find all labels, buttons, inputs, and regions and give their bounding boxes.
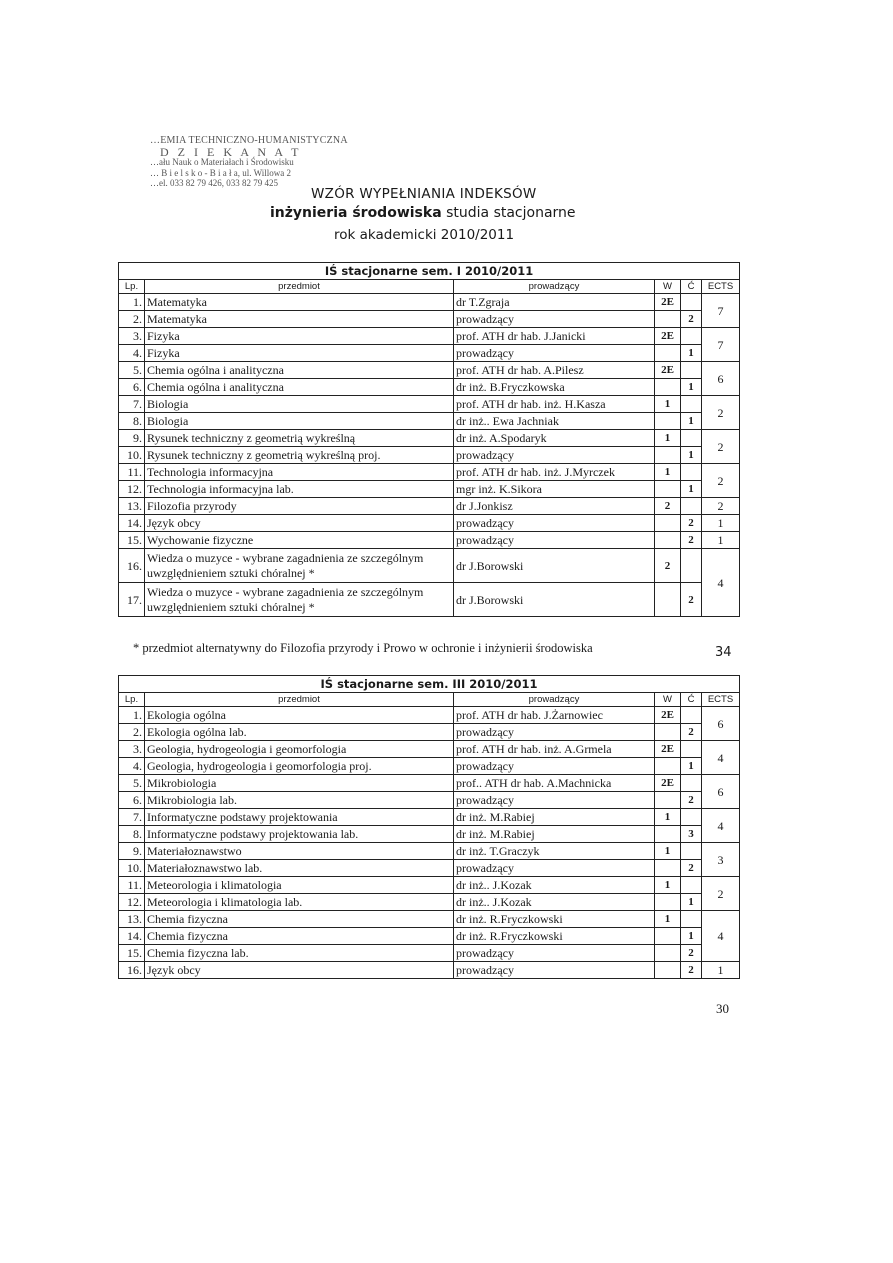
teacher-cell: prowadzący [454, 532, 655, 549]
stamp-line-dean-office: D Z I E K A N A T [160, 144, 302, 159]
lecture-hours [655, 962, 681, 979]
table-row [119, 843, 740, 860]
teacher-cell: prowadzący [454, 860, 655, 877]
subject-cell: Meteorologia i klimatologia lab. [145, 894, 454, 911]
subject-cell: Chemia fizyczna [145, 911, 454, 928]
subject-cell: Informatyczne podstawy projektowania lab. [145, 826, 454, 843]
teacher-cell: prowadzący [454, 345, 655, 362]
subject-cell: Język obcy [145, 515, 454, 532]
teacher-cell: prowadzący [454, 792, 655, 809]
stamp-line-academy: …EMIA TECHNICZNO-HUMANISTYCZNA [150, 135, 348, 146]
row-number: 17. [119, 583, 145, 617]
table-row [119, 962, 740, 979]
exercise-hours: 1 [681, 447, 702, 464]
subject-cell: Chemia fizyczna lab. [145, 945, 454, 962]
lecture-hours: 1 [655, 430, 681, 447]
exercise-hours [681, 396, 702, 413]
teacher-cell: prowadzący [454, 447, 655, 464]
lecture-hours [655, 758, 681, 775]
teacher-cell: mgr inż. K.Sikora [454, 481, 655, 498]
lecture-hours [655, 792, 681, 809]
teacher-cell: dr J.Borowski [454, 549, 655, 583]
row-number: 13. [119, 911, 145, 928]
table-row [119, 396, 740, 413]
lecture-hours [655, 413, 681, 430]
row-number: 7. [119, 809, 145, 826]
row-number: 6. [119, 379, 145, 396]
table-row [119, 532, 740, 549]
teacher-cell: dr inż.. J.Kozak [454, 877, 655, 894]
lecture-hours [655, 860, 681, 877]
subject-cell: Materiałoznawstwo lab. [145, 860, 454, 877]
row-number: 1. [119, 707, 145, 724]
subject-cell: Meteorologia i klimatologia [145, 877, 454, 894]
teacher-cell: prowadzący [454, 724, 655, 741]
subject-cell: Wychowanie fizyczne [145, 532, 454, 549]
lecture-hours [655, 945, 681, 962]
ects-total: 34 [715, 645, 732, 660]
teacher-cell: dr inż. T.Graczyk [454, 843, 655, 860]
subject-cell: Chemia ogólna i analityczna [145, 379, 454, 396]
document-subtitle [270, 205, 576, 221]
lecture-hours: 2E [655, 294, 681, 311]
subject-cell: Geologia, hydrogeologia i geomorfologia proj. [145, 758, 454, 775]
table-row [119, 945, 740, 962]
ects-cell: 6 [702, 775, 740, 809]
col-header-subject: przedmiot [145, 280, 454, 294]
lecture-hours: 1 [655, 843, 681, 860]
row-number: 2. [119, 724, 145, 741]
lecture-hours [655, 379, 681, 396]
col-header-ects: ECTS [702, 693, 740, 707]
teacher-cell: prowadzący [454, 945, 655, 962]
ects-cell: 2 [702, 498, 740, 515]
row-number: 10. [119, 860, 145, 877]
row-number: 1. [119, 294, 145, 311]
ects-cell: 4 [702, 741, 740, 775]
col-header-lectures: W [655, 280, 681, 294]
table-row [119, 877, 740, 894]
row-number: 7. [119, 396, 145, 413]
exercise-hours: 1 [681, 758, 702, 775]
row-number: 12. [119, 481, 145, 498]
teacher-cell: dr inż. B.Fryczkowska [454, 379, 655, 396]
subject-cell: Matematyka [145, 311, 454, 328]
subject-cell: Mikrobiologia [145, 775, 454, 792]
table-caption: IŚ stacjonarne sem. III 2010/2011 [119, 676, 740, 693]
lecture-hours [655, 311, 681, 328]
stamp-line-phone: …el. 033 82 79 426, 033 82 79 425 [150, 178, 278, 188]
ects-cell: 4 [702, 549, 740, 617]
ects-cell: 2 [702, 396, 740, 430]
teacher-cell: dr inż. R.Fryczkowski [454, 911, 655, 928]
row-number: 4. [119, 758, 145, 775]
table-row [119, 775, 740, 792]
row-number: 3. [119, 328, 145, 345]
table-row [119, 413, 740, 430]
subject-cell: Technologia informacyjna lab. [145, 481, 454, 498]
teacher-cell: dr T.Zgraja [454, 294, 655, 311]
table-row [119, 515, 740, 532]
lecture-hours: 1 [655, 396, 681, 413]
ects-cell: 4 [702, 911, 740, 962]
subject-cell: Biologia [145, 396, 454, 413]
exercise-hours [681, 843, 702, 860]
table-row [119, 860, 740, 877]
subject-cell: Wiedza o muzyce - wybrane zagadnienia ze szczególnym uwzględnieniem sztuki chóralnej * [145, 583, 454, 617]
semester-3-table [118, 675, 740, 979]
row-number: 14. [119, 515, 145, 532]
table-row [119, 583, 740, 617]
exercise-hours [681, 707, 702, 724]
subject-cell: Wiedza o muzyce - wybrane zagadnienia ze szczególnym uwzględnieniem sztuki chóralnej * [145, 549, 454, 583]
ects-cell: 1 [702, 532, 740, 549]
table-row [119, 294, 740, 311]
col-header-ects: ECTS [702, 280, 740, 294]
col-header-lp: Lp. [119, 280, 145, 294]
exercise-hours: 2 [681, 515, 702, 532]
col-header-teacher: prowadzący [454, 693, 655, 707]
subject-cell: Mikrobiologia lab. [145, 792, 454, 809]
lecture-hours: 2E [655, 707, 681, 724]
exercise-hours [681, 430, 702, 447]
teacher-cell: prof. ATH dr hab. inż. H.Kasza [454, 396, 655, 413]
table-row [119, 498, 740, 515]
lecture-hours [655, 532, 681, 549]
exercise-hours [681, 741, 702, 758]
exercise-hours [681, 328, 702, 345]
lecture-hours: 2E [655, 328, 681, 345]
row-number: 15. [119, 945, 145, 962]
footnote: * przedmiot alternatywny do Filozofia przyrody i Prowo w ochronie i inżynierii środowiska [133, 641, 593, 655]
row-number: 9. [119, 843, 145, 860]
subject-cell: Fizyka [145, 345, 454, 362]
row-number: 8. [119, 413, 145, 430]
stamp-line-address: … B i e l s k o - B i a ł a, ul. Willowa 2 [150, 167, 291, 178]
table-row [119, 911, 740, 928]
teacher-cell: dr inż. R.Fryczkowski [454, 928, 655, 945]
exercise-hours: 2 [681, 724, 702, 741]
dean-office-stamp [150, 136, 350, 189]
teacher-cell: prowadzący [454, 962, 655, 979]
teacher-cell: dr J.Borowski [454, 583, 655, 617]
table-row [119, 809, 740, 826]
subject-cell: Rysunek techniczny z geometrią wykreślną [145, 430, 454, 447]
subject-cell: Chemia fizyczna [145, 928, 454, 945]
table-row [119, 328, 740, 345]
subject-cell: Fizyka [145, 328, 454, 345]
row-number: 6. [119, 792, 145, 809]
teacher-cell: prof. ATH dr hab. inż. A.Grmela [454, 741, 655, 758]
row-number: 12. [119, 894, 145, 911]
exercise-hours [681, 809, 702, 826]
row-number: 8. [119, 826, 145, 843]
teacher-cell: dr inż. M.Rabiej [454, 809, 655, 826]
col-header-lectures: W [655, 693, 681, 707]
lecture-hours [655, 515, 681, 532]
row-number: 13. [119, 498, 145, 515]
ects-cell: 1 [702, 515, 740, 532]
row-number: 5. [119, 775, 145, 792]
ects-cell: 2 [702, 430, 740, 464]
exercise-hours [681, 911, 702, 928]
subject-cell: Ekologia ogólna lab. [145, 724, 454, 741]
ects-cell: 1 [702, 962, 740, 979]
table-row [119, 724, 740, 741]
subject-cell: Informatyczne podstawy projektowania [145, 809, 454, 826]
exercise-hours: 2 [681, 583, 702, 617]
subject-cell: Filozofia przyrody [145, 498, 454, 515]
exercise-hours [681, 362, 702, 379]
academic-year: rok akademicki 2010/2011 [334, 227, 515, 243]
subject-cell: Biologia [145, 413, 454, 430]
row-number: 10. [119, 447, 145, 464]
exercise-hours [681, 498, 702, 515]
ects-cell: 6 [702, 362, 740, 396]
lecture-hours: 2E [655, 775, 681, 792]
semester-1-table [118, 262, 740, 617]
table-row [119, 430, 740, 447]
lecture-hours [655, 894, 681, 911]
table-row [119, 928, 740, 945]
table-caption: IŚ stacjonarne sem. I 2010/2011 [119, 263, 740, 280]
exercise-hours [681, 549, 702, 583]
table-row [119, 758, 740, 775]
lecture-hours: 2 [655, 549, 681, 583]
teacher-cell: dr J.Jonkisz [454, 498, 655, 515]
stamp-line-faculty: …ału Nauk o Materiałach i Środowisku [150, 157, 294, 167]
lecture-hours: 1 [655, 464, 681, 481]
lecture-hours: 1 [655, 877, 681, 894]
teacher-cell: dr inż.. J.Kozak [454, 894, 655, 911]
row-number: 16. [119, 962, 145, 979]
table-row [119, 464, 740, 481]
teacher-cell: dr inż. A.Spodaryk [454, 430, 655, 447]
row-number: 3. [119, 741, 145, 758]
teacher-cell: prof. ATH dr hab. J.Janicki [454, 328, 655, 345]
exercise-hours: 1 [681, 928, 702, 945]
table-row [119, 311, 740, 328]
lecture-hours [655, 447, 681, 464]
subject-cell: Geologia, hydrogeologia i geomorfologia [145, 741, 454, 758]
table-row [119, 792, 740, 809]
subject-cell: Ekologia ogólna [145, 707, 454, 724]
table-row [119, 345, 740, 362]
teacher-cell: prowadzący [454, 311, 655, 328]
teacher-cell: prof. ATH dr hab. J.Żarnowiec [454, 707, 655, 724]
teacher-cell: prowadzący [454, 515, 655, 532]
table-row [119, 447, 740, 464]
row-number: 4. [119, 345, 145, 362]
subject-cell: Technologia informacyjna [145, 464, 454, 481]
subject-cell: Język obcy [145, 962, 454, 979]
exercise-hours: 1 [681, 413, 702, 430]
lecture-hours: 2E [655, 741, 681, 758]
table-row [119, 707, 740, 724]
lecture-hours [655, 481, 681, 498]
col-header-exercises: Ć [681, 693, 702, 707]
ects-cell: 7 [702, 294, 740, 328]
exercise-hours [681, 877, 702, 894]
row-number: 15. [119, 532, 145, 549]
teacher-cell: dr inż.. Ewa Jachniak [454, 413, 655, 430]
teacher-cell: prof.. ATH dr hab. A.Machnicka [454, 775, 655, 792]
ects-cell: 7 [702, 328, 740, 362]
exercise-hours [681, 775, 702, 792]
teacher-cell: prof. ATH dr hab. A.Pilesz [454, 362, 655, 379]
row-number: 2. [119, 311, 145, 328]
exercise-hours: 1 [681, 481, 702, 498]
exercise-hours: 1 [681, 894, 702, 911]
lecture-hours [655, 826, 681, 843]
col-header-exercises: Ć [681, 280, 702, 294]
study-mode: studia stacjonarne [441, 205, 576, 221]
row-number: 9. [119, 430, 145, 447]
ects-cell: 2 [702, 464, 740, 498]
exercise-hours: 2 [681, 962, 702, 979]
teacher-cell: prowadzący [454, 758, 655, 775]
lecture-hours [655, 724, 681, 741]
subject-cell: Chemia ogólna i analityczna [145, 362, 454, 379]
ects-cell: 6 [702, 707, 740, 741]
exercise-hours: 3 [681, 826, 702, 843]
col-header-lp: Lp. [119, 693, 145, 707]
table-row [119, 549, 740, 583]
row-number: 14. [119, 928, 145, 945]
teacher-cell: dr inż. M.Rabiej [454, 826, 655, 843]
lecture-hours: 2E [655, 362, 681, 379]
ects-cell: 4 [702, 809, 740, 843]
exercise-hours [681, 464, 702, 481]
table-row [119, 826, 740, 843]
ects-cell: 2 [702, 877, 740, 911]
row-number: 11. [119, 877, 145, 894]
exercise-hours [681, 294, 702, 311]
lecture-hours [655, 583, 681, 617]
teacher-cell: prof. ATH dr hab. inż. J.Myrczek [454, 464, 655, 481]
table-row [119, 379, 740, 396]
lecture-hours: 1 [655, 911, 681, 928]
exercise-hours: 2 [681, 792, 702, 809]
lecture-hours: 2 [655, 498, 681, 515]
exercise-hours: 2 [681, 945, 702, 962]
ects-total: 30 [716, 1001, 729, 1016]
table-row [119, 481, 740, 498]
subject-cell: Rysunek techniczny z geometrią wykreślną proj. [145, 447, 454, 464]
ects-cell: 3 [702, 843, 740, 877]
table-row [119, 894, 740, 911]
table-row [119, 741, 740, 758]
subject-cell: Materiałoznawstwo [145, 843, 454, 860]
exercise-hours: 2 [681, 860, 702, 877]
table-row [119, 362, 740, 379]
subject-cell: Matematyka [145, 294, 454, 311]
row-number: 11. [119, 464, 145, 481]
exercise-hours: 1 [681, 379, 702, 396]
document-title: WZÓR WYPEŁNIANIA INDEKSÓW [311, 186, 537, 202]
lecture-hours [655, 345, 681, 362]
row-number: 16. [119, 549, 145, 583]
lecture-hours [655, 928, 681, 945]
exercise-hours: 2 [681, 532, 702, 549]
lecture-hours: 1 [655, 809, 681, 826]
field-of-study: inżynieria środowiska [270, 205, 442, 221]
exercise-hours: 1 [681, 345, 702, 362]
col-header-subject: przedmiot [145, 693, 454, 707]
exercise-hours: 2 [681, 311, 702, 328]
row-number: 5. [119, 362, 145, 379]
col-header-teacher: prowadzący [454, 280, 655, 294]
